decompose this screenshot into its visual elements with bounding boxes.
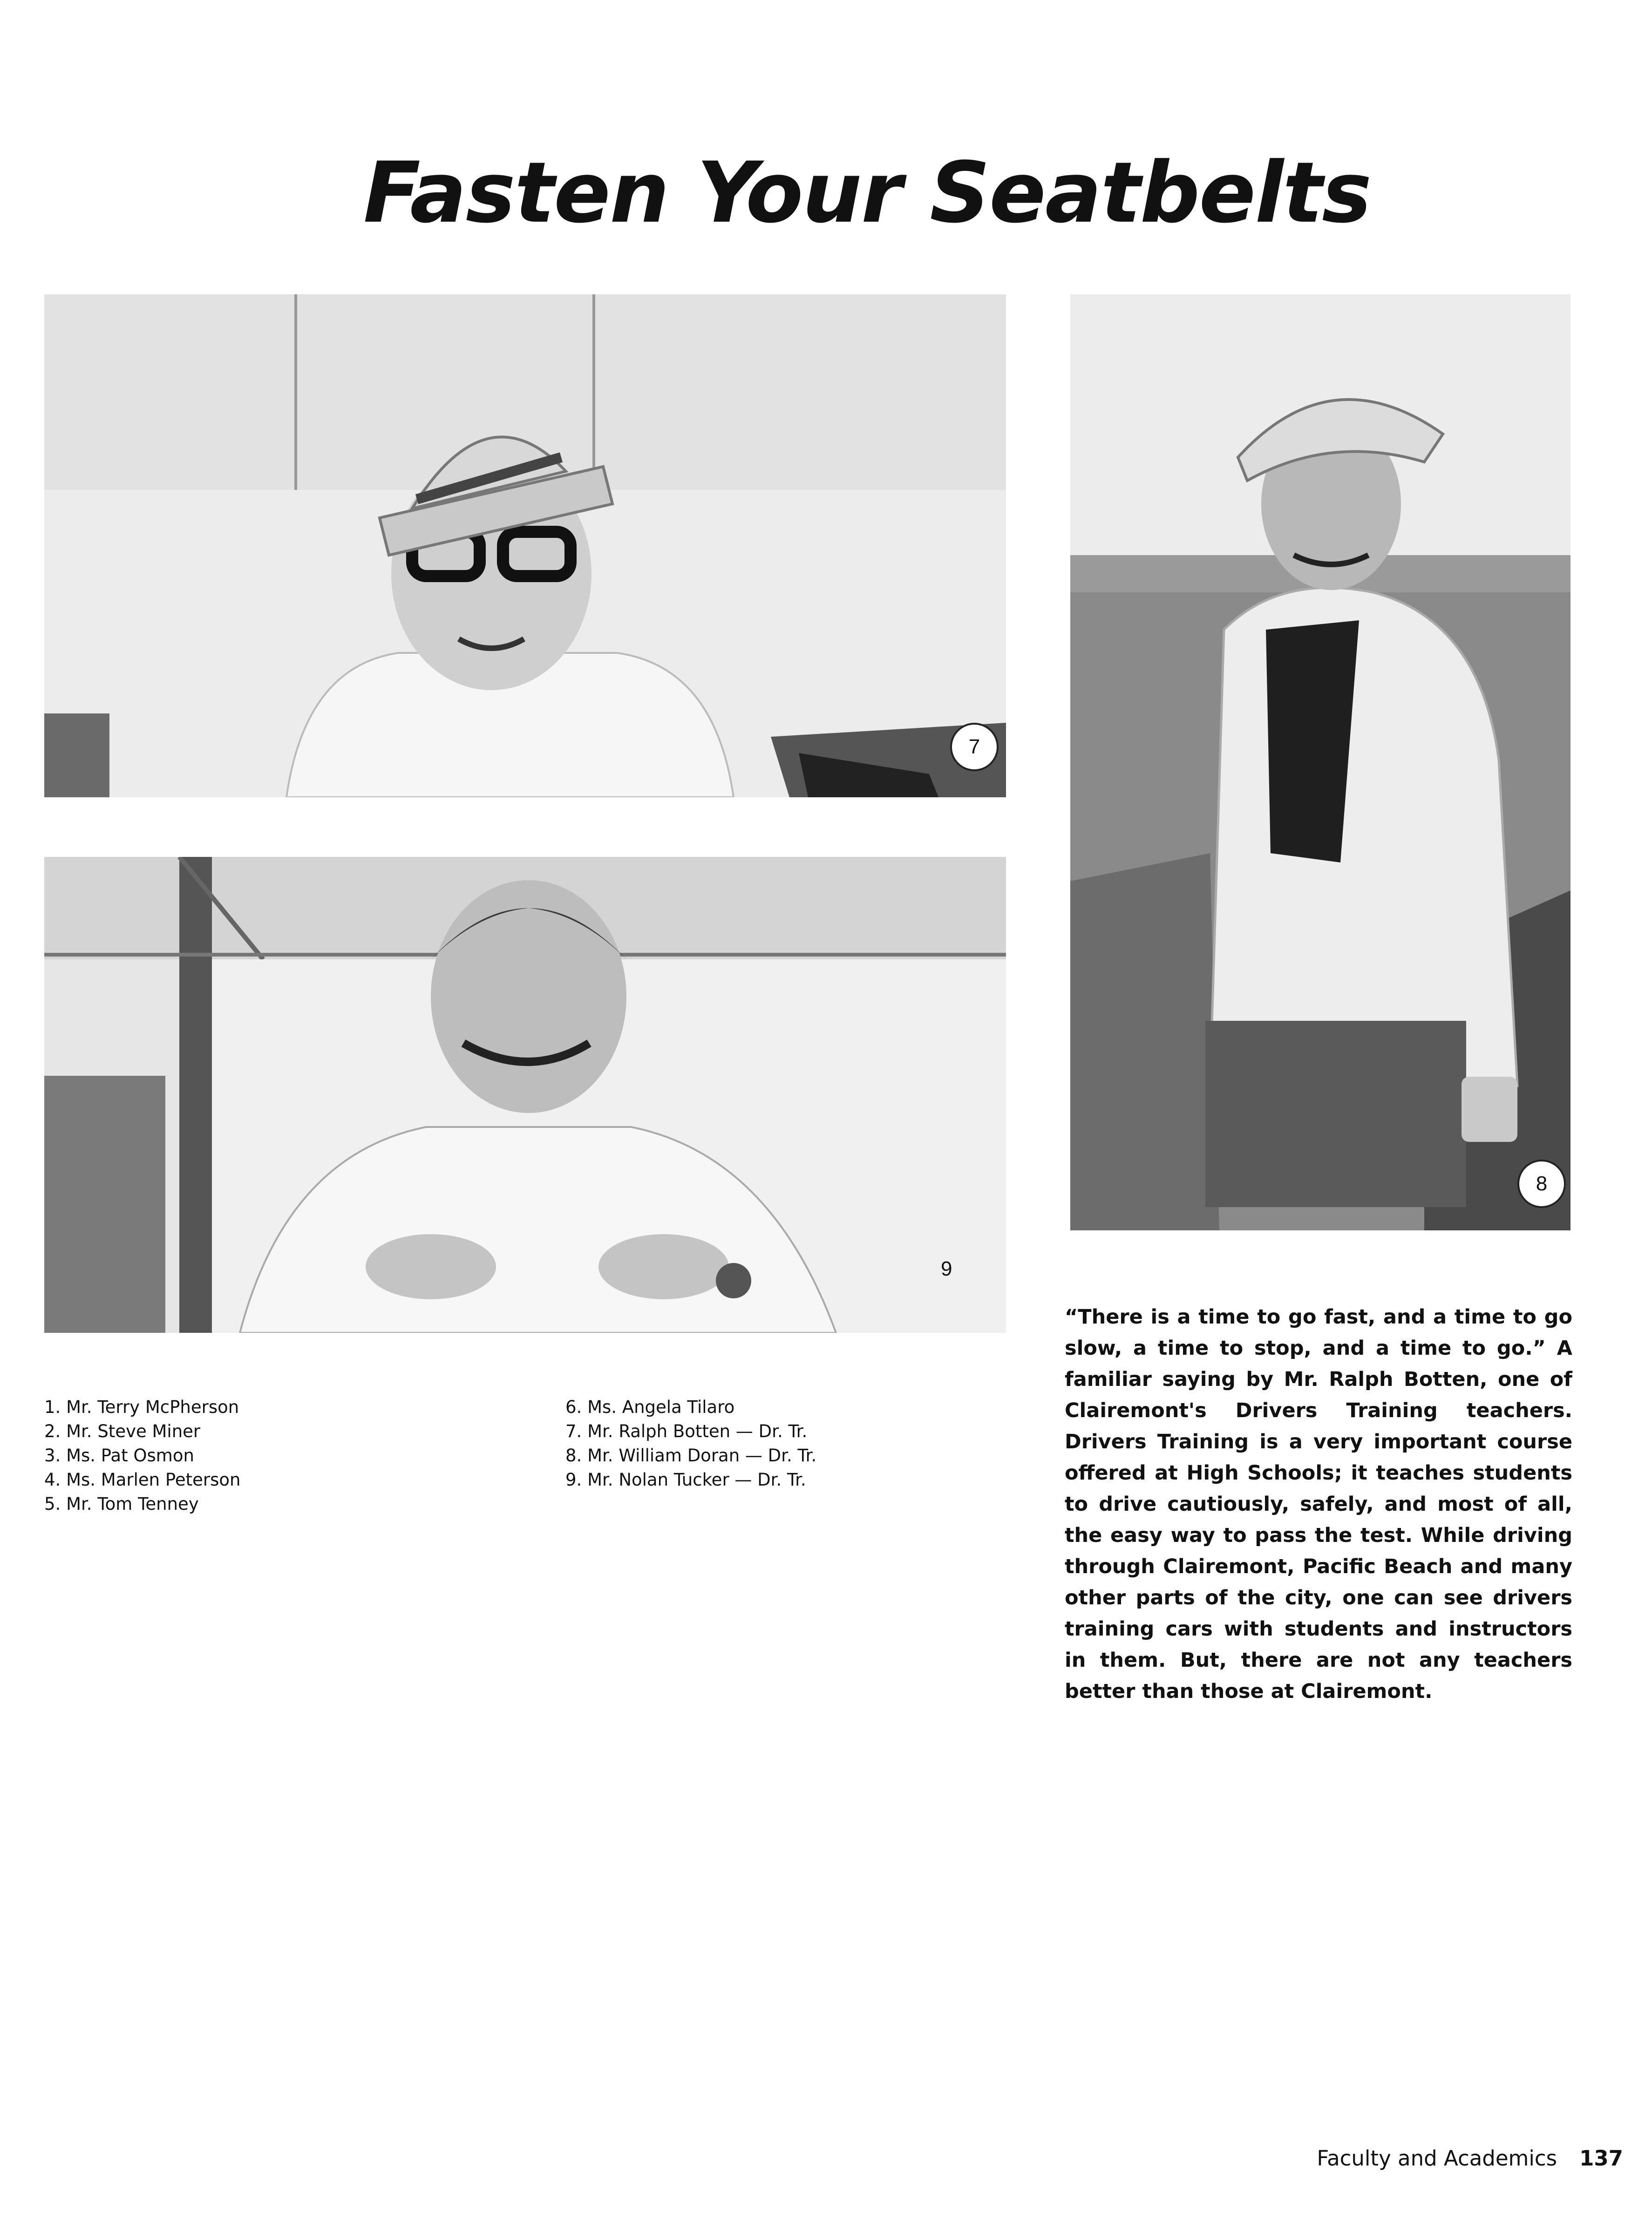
list-item: 5. Mr. Tom Tenney	[44, 1494, 199, 1514]
list-item: 8. Mr. William Doran — Dr. Tr.	[565, 1446, 817, 1466]
photo-number-badge: 8	[1517, 1160, 1566, 1208]
list-item: 6. Ms. Angela Tilaro	[565, 1397, 735, 1417]
list-item: 2. Mr. Steve Miner	[44, 1421, 201, 1441]
portrait-photo-icon	[1070, 294, 1570, 1230]
photo-top-left	[44, 294, 1006, 797]
caption-list-left	[44, 1395, 240, 1516]
page-title: Fasten Your Seatbelts	[363, 144, 1371, 242]
page-number: 137	[1579, 2146, 1623, 2171]
article-body: “There is a time to go fast, and a time to go slow, a time to stop, and a time to go.” A familiar saying by Mr. Ralph Botten, one of Clairemont's Drivers Training teachers. Drivers Training is a very important course offered at High Schools; it teaches students to drive cautiously, safely, and most of all, the easy way to pass the test. While driving through Clairemont, Pacific Beach and many other parts of the city, one can see drivers training cars with students and instructors in them. But, there are not any teachers better than those at Clairemont.	[1065, 1305, 1572, 1703]
photo-bottom-left	[44, 857, 1006, 1333]
list-item: 7. Mr. Ralph Botten — Dr. Tr.	[565, 1421, 808, 1441]
portrait-photo-icon	[44, 294, 1006, 797]
photo-number-badge: 7	[950, 723, 999, 771]
portrait-photo-icon	[44, 857, 1006, 1333]
photo-number-label: 9	[941, 1257, 952, 1280]
caption-list-right	[565, 1395, 816, 1492]
photo-right	[1070, 294, 1570, 1230]
list-item: 4. Ms. Marlen Peterson	[44, 1470, 241, 1490]
footer-section-label: Faculty and Academics	[1317, 2146, 1557, 2171]
list-item: 9. Mr. Nolan Tucker — Dr. Tr.	[565, 1470, 806, 1490]
page-footer	[1317, 2146, 1623, 2171]
list-item: 3. Ms. Pat Osmon	[44, 1446, 194, 1466]
list-item: 1. Mr. Terry McPherson	[44, 1397, 239, 1417]
